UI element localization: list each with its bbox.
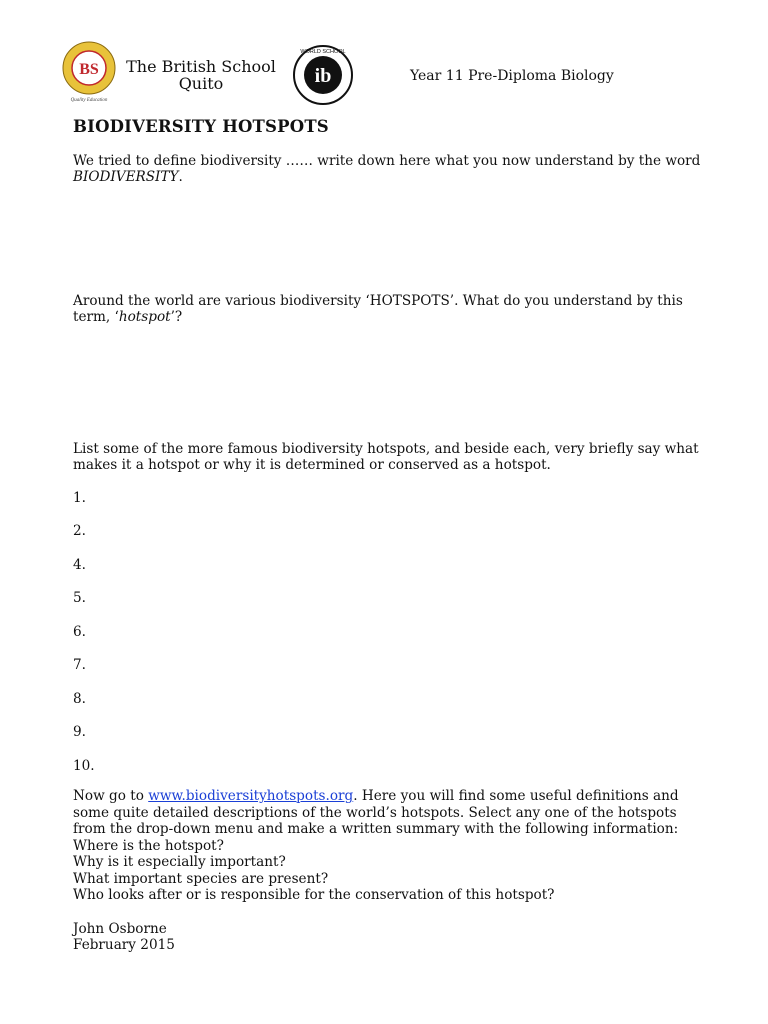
worksheet-body [73, 119, 713, 954]
hotspot-answer-list [73, 490, 713, 792]
list-item: 7. [73, 657, 86, 673]
biodiversity-hotspots-link[interactable]: www.biodiversityhotspots.org [148, 788, 354, 804]
list-item: 4. [73, 556, 86, 573]
summary-question: What important species are present? [73, 870, 329, 887]
website-task: Now go to www.biodiversityhotspots.org. Here you will find some useful definitions and some quite detailed descriptions of the world’s hotspots. Select any one of the hotspots from the drop-down menu and make a written summary with the following information: [73, 788, 679, 837]
list-item: 2. [73, 523, 86, 539]
question-biodiversity: We tried to define biodiversity …… write down here what you now understand by the word BIODIVERSITY. [73, 152, 701, 185]
school-name: The British School Quito [126, 57, 276, 93]
document-date: February 2015 [73, 937, 175, 953]
list-item: 8. [73, 690, 86, 707]
svg-text:Quality Education: Quality Education [70, 98, 108, 103]
summary-question: Who looks after or is responsible for the conservation of this hotspot? [73, 887, 555, 903]
school-crest-logo [58, 40, 120, 104]
list-item: 5. [73, 590, 86, 606]
question-list-hotspots: List some of the more famous biodiversity hotspots, and beside each, very briefly say what makes it a hotspot or why it is determined or conserved as a hotspot. [73, 440, 699, 473]
question-hotspot: Around the world are various biodiversity ‘HOTSPOTS’. What do you understand by this term, ‘hotspot’? [73, 292, 683, 325]
list-item: 1. [73, 489, 86, 506]
svg-text:BS: BS [79, 61, 99, 78]
page-header [58, 40, 748, 106]
summary-question: Why is it especially important? [73, 854, 286, 870]
list-item: 6. [73, 623, 86, 640]
list-item: 9. [73, 724, 86, 740]
course-title: Year 11 Pre-Diploma Biology [410, 68, 614, 84]
summary-question: Where is the hotspot? [73, 837, 224, 854]
ib-world-school-logo [292, 44, 354, 106]
list-item: 10. [73, 757, 95, 774]
worksheet-title: BIODIVERSITY HOTSPOTS [73, 117, 329, 136]
svg-text:WORLD SCHOOL: WORLD SCHOOL [300, 49, 346, 55]
svg-text:ib: ib [314, 65, 332, 87]
author-name: John Osborne [73, 920, 167, 937]
